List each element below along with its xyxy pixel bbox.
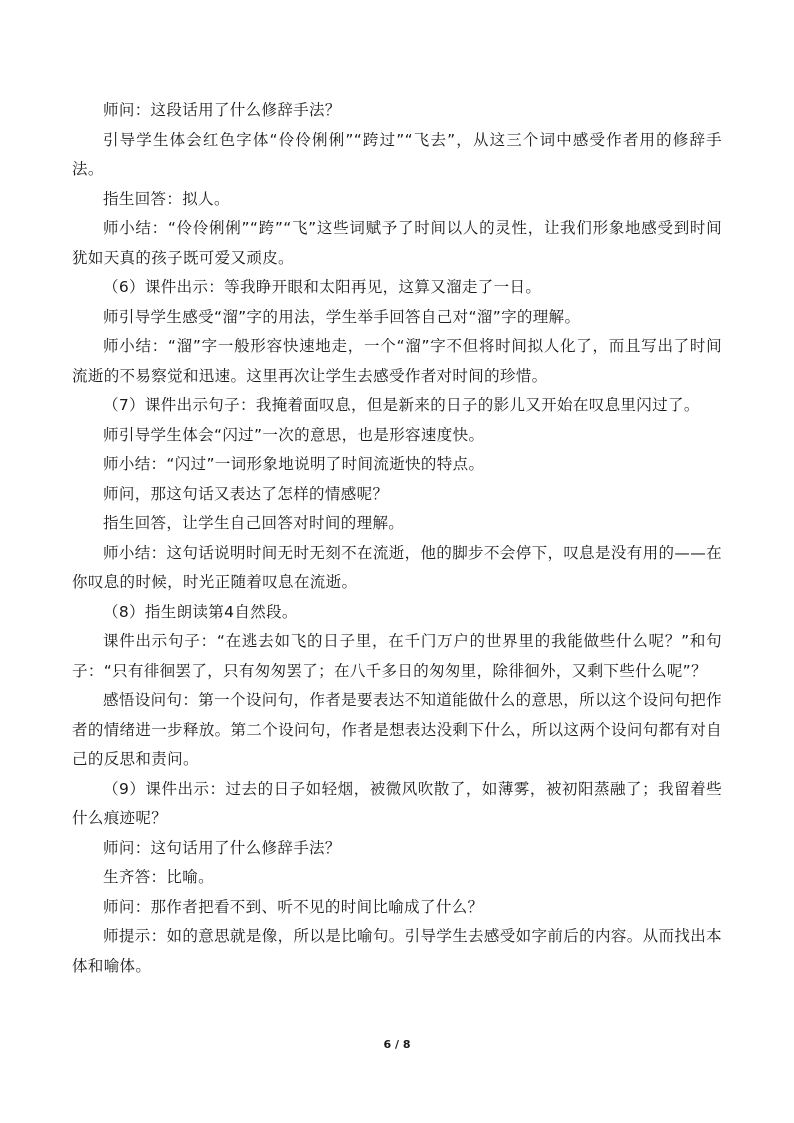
paragraph: 师问，那这句话又表达了怎样的情感呢？ (103, 484, 389, 503)
paragraph: 引导学生体会红色字体“伶伶俐俐”“跨过”“飞去”，从这三个词中感受作者用的修辞手法。 (72, 130, 722, 178)
paragraph: 师引导学生体会“闪过”一次的意思，也是形容速度快。 (103, 425, 485, 444)
paragraph: 师小结：“伶伶俐俐”“跨”“飞”这些词赋予了时间以人的灵性，让我们形象地感受到时间犹如天真的孩子既可爱又顽皮。 (72, 219, 722, 267)
paragraph: 师问：那作者把看不到、听不见的时间比喻成了什么？ (103, 897, 484, 916)
paragraph: 师小结：“闪过”一词形象地说明了时间流逝快的特点。 (103, 455, 485, 473)
paragraph: 课件出示句子：“在逃去如飞的日子里，在千门万户的世界里的我能做些什么呢？”和句子：“只有徘徊罢了，只有匆匆罢了；在八千多日的匆匆里，除徘徊外，又剩下些什么呢”？ (72, 632, 722, 680)
paragraph: 感悟设问句：第一个设问句，作者是要表达不知道能做什么的意思，所以这个设问句把作者的情绪进一步释放。第二个设问句，作者是想表达没剩下什么，所以这两个设问句都有对自己的反思和责问。 (72, 691, 722, 768)
page-number: 6 / 8 (383, 1038, 411, 1051)
paragraph: 师问：这段话用了什么修辞手法？ (103, 101, 341, 119)
paragraph: 师提示：如的意思就是像，所以是比喻句。引导学生去感受如字前后的内容。从而找出本体和喻体。 (72, 927, 722, 975)
paragraph: 指生回答：拟人。 (103, 189, 230, 208)
paragraph: 生齐答：比喻。 (103, 868, 214, 886)
paragraph: （9）课件出示：过去的日子如轻烟，被微风吹散了，如薄雾，被初阳蒸融了；我留着些什么痕迹呢？ (72, 779, 722, 827)
paragraph: 师小结：这句话说明时间无时无刻不在流逝，他的脚步不会停下，叹息是没有用的——在你叹息的时候，时光正随着叹息在流逝。 (72, 543, 722, 591)
document-body (72, 96, 722, 981)
paragraph: （8）指生朗读第4自然段。 (103, 602, 298, 621)
paragraph: 师引导学生感受“溜”字的用法，学生举手回答自己对“溜”字的理解。 (103, 307, 581, 326)
paragraph: （7）课件出示句子：我掩着面叹息，但是新来的日子的影儿又开始在叹息里闪过了。 (103, 396, 700, 414)
paragraph: 指生回答，让学生自己回答对时间的理解。 (103, 514, 405, 532)
paragraph: 师问：这句话用了什么修辞手法？ (103, 838, 341, 857)
paragraph: （6）课件出示：等我睁开眼和太阳再见，这算又溜走了一日。 (103, 278, 542, 296)
paragraph: 师小结：“溜”字一般形容快速地走，一个“溜”字不但将时间拟人化了，而且写出了时间流逝的不易察觉和迅速。这里再次让学生去感受作者对时间的珍惜。 (72, 337, 722, 385)
